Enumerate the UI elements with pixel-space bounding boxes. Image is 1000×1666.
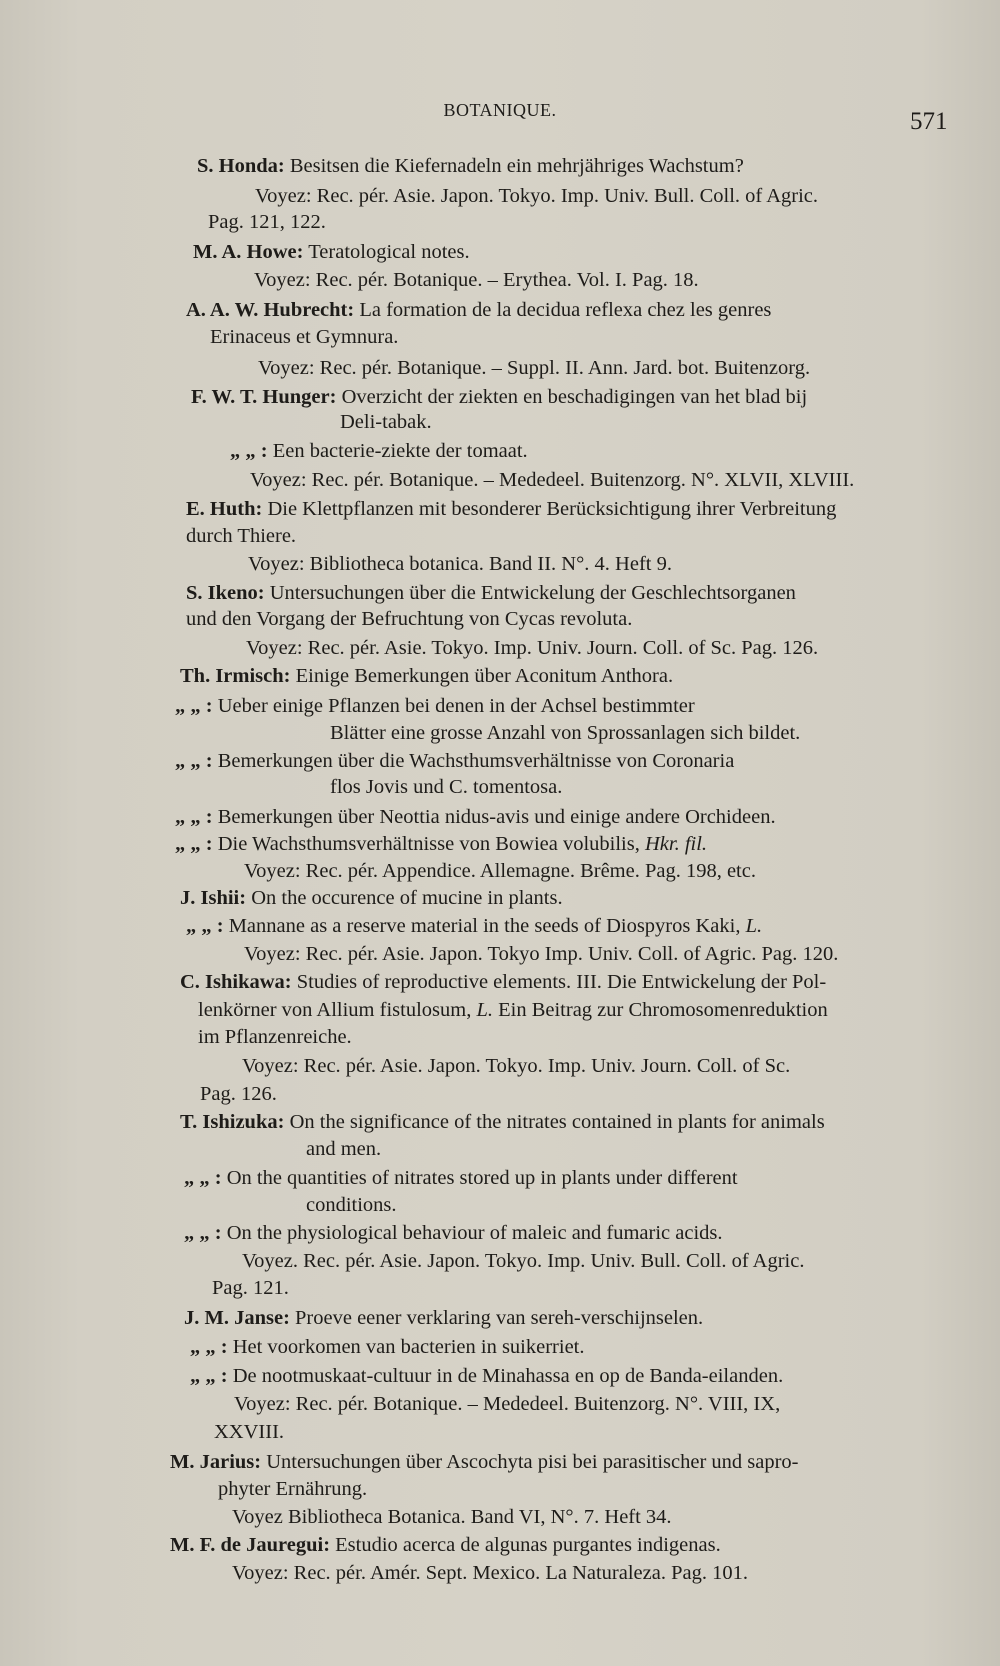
entry-text: Voyez: Rec. pér. Asie. Japon. Tokyo Imp. Univ. Coll. of Agric. Pag. 120.: [244, 943, 839, 965]
entry-line: [184, 1306, 703, 1330]
entry-line: [242, 1054, 790, 1078]
entry-text: Die Wachsthumsverhältnisse von Bowiea volubilis,: [217, 833, 640, 855]
entry-line: [230, 439, 528, 463]
entry-line: [208, 210, 326, 234]
entry-line: [180, 664, 673, 688]
entry-line: [186, 497, 836, 521]
entry-line: [258, 356, 810, 380]
entry-text: im Pflanzenreiche.: [198, 1026, 352, 1048]
entry-text: Einige Bemerkungen über Aconitum Anthora.: [295, 665, 674, 687]
entry-text: Pag. 126.: [200, 1083, 277, 1105]
entry-text: conditions.: [306, 1194, 397, 1216]
entry-text: Teratological notes.: [308, 241, 470, 263]
entry-line: [254, 268, 699, 292]
author-name: J. M. Janse:: [184, 1307, 290, 1329]
entry-line: [170, 1450, 799, 1474]
entry-line: [306, 1137, 381, 1161]
author-name: S. Honda:: [197, 155, 285, 177]
entry-text: Voyez Bibliotheca Botanica. Band VI, N°. 7. Heft 34.: [232, 1506, 672, 1528]
entry-text: Studies of reproductive elements. III. Die Entwickelung der Pol-: [296, 971, 827, 993]
entry-line: [190, 1335, 585, 1359]
page-number: 571: [910, 108, 948, 135]
entry-line: [210, 325, 398, 349]
author-name: C. Ishikawa:: [180, 971, 292, 993]
entry-line: [175, 832, 707, 856]
author-name: M. Jarius:: [170, 1451, 262, 1473]
entry-line: [198, 998, 828, 1022]
ditto-mark: „ „ :: [186, 915, 224, 937]
entry-line: [186, 298, 771, 322]
entry-line: [248, 552, 672, 576]
entry-text: De nootmuskaat-cultuur in de Minahassa en op de Banda-eilanden.: [232, 1365, 784, 1387]
entry-line: [175, 749, 734, 773]
author-name: F. W. T. Hunger:: [191, 386, 337, 408]
ditto-mark: „ „ :: [175, 750, 213, 772]
entry-text: Voyez: Bibliotheca botanica. Band II. N°. 4. Heft 9.: [248, 553, 672, 575]
entry-text: Voyez: Rec. pér. Asie. Japon. Tokyo. Imp. Univ. Journ. Coll. of Sc.: [242, 1055, 791, 1077]
ditto-mark: „ „ :: [184, 1167, 222, 1189]
entry-text: Voyez: Rec. pér. Botanique. – Mededeel. Buitenzorg. N°. XLVII, XLVIII.: [250, 469, 855, 491]
author-name: E. Huth:: [186, 498, 263, 520]
entry-line: [184, 1221, 723, 1245]
authority-abbrev: Hkr. fil.: [644, 833, 708, 855]
entry-text: and men.: [306, 1138, 382, 1160]
ditto-mark: „ „ :: [175, 806, 213, 828]
entry-line: [175, 694, 695, 718]
entry-line: [255, 184, 818, 208]
entry-text: Erinaceus et Gymnura.: [210, 326, 399, 348]
entry-text: phyter Ernährung.: [218, 1478, 368, 1500]
entry-text: On the physiological behaviour of maleic and fumaric acids.: [226, 1222, 723, 1244]
entry-line: [232, 1561, 748, 1585]
author-name: T. Ishizuka:: [180, 1111, 285, 1133]
entry-text: Voyez: Rec. pér. Appendice. Allemagne. Brême. Pag. 198, etc.: [244, 860, 756, 882]
entry-text: Proeve eener verklaring van sereh-verschijnselen.: [295, 1307, 704, 1329]
entry-line: [340, 410, 432, 434]
entry-line: [218, 1477, 367, 1501]
entry-line: [200, 1082, 277, 1106]
entry-text: Voyez: Rec. pér. Botanique. – Mededeel. Buitenzorg. N°. VIII, IX,: [234, 1393, 781, 1415]
entry-text: On the quantities of nitrates stored up in plants under different: [226, 1167, 738, 1189]
author-name: A. A. W. Hubrecht:: [186, 299, 355, 321]
entry-line: [246, 636, 818, 660]
entry-line: [180, 970, 826, 994]
entry-text: Besitsen die Kiefernadeln ein mehrjähriges Wachstum?: [289, 155, 744, 177]
entry-line: [180, 886, 563, 910]
entry-text: Blätter eine grosse Anzahl von Sprossanlagen sich bildet.: [330, 722, 801, 744]
ditto-mark: „ „ :: [184, 1222, 222, 1244]
entry-text: Voyez: Rec. pér. Asie. Japon. Tokyo. Imp. Univ. Bull. Coll. of Agric.: [255, 185, 819, 207]
entry-text: Pag. 121, 122.: [208, 211, 326, 233]
entry-line: [193, 240, 470, 264]
entry-text: Voyez. Rec. pér. Asie. Japon. Tokyo. Imp. Univ. Bull. Coll. of Agric.: [242, 1250, 805, 1272]
entry-text: La formation de la decidua reflexa chez les genres: [359, 299, 772, 321]
entry-text: Untersuchungen über die Entwickelung der Geschlechtsorganen: [269, 582, 796, 604]
entry-line: [250, 468, 854, 492]
entry-text: Voyez: Rec. pér. Botanique. – Erythea. Vol. I. Pag. 18.: [254, 269, 699, 291]
entry-text: On the occurence of mucine in plants.: [251, 887, 563, 909]
entry-text: Voyez: Rec. pér. Botanique. – Suppl. II. Ann. Jard. bot. Buitenzorg.: [258, 357, 811, 379]
entry-line: [232, 1505, 672, 1529]
entry-text: Pag. 121.: [212, 1277, 289, 1299]
ditto-mark: „ „ :: [190, 1336, 228, 1358]
author-name: J. Ishii:: [180, 887, 247, 909]
author-name: S. Ikeno:: [186, 582, 265, 604]
entry-line: [186, 607, 632, 631]
entry-line: [186, 914, 762, 938]
entry-text: und den Vorgang der Befruchtung von Cycas revoluta.: [186, 608, 633, 630]
entry-text: Estudio acerca de algunas purgantes indigenas.: [335, 1534, 721, 1556]
entry-text: Ein Beitrag zur Chromosomenreduktion: [498, 999, 828, 1021]
entry-text: Bemerkungen über Neottia nidus-avis und einige andere Orchideen.: [217, 806, 776, 828]
entry-line: [180, 1110, 825, 1134]
entry-text: Untersuchungen über Ascochyta pisi bei parasitischer und sapro-: [266, 1451, 799, 1473]
entry-line: [330, 721, 800, 745]
author-name: Th. Irmisch:: [180, 665, 291, 687]
authority-abbrev: L.: [745, 915, 763, 937]
entry-line: [191, 385, 807, 409]
entry-text: Die Klettpflanzen mit besonderer Berücksichtigung ihrer Verbreitung: [267, 498, 837, 520]
entry-line: [244, 942, 838, 966]
entry-line: [184, 1166, 738, 1190]
entry-text: Mannane as a reserve material in the seeds of Diospyros Kaki,: [228, 915, 741, 937]
ditto-mark: „ „ :: [175, 833, 213, 855]
entry-line: [330, 775, 562, 799]
running-title: BOTANIQUE.: [443, 100, 557, 120]
entry-line: [212, 1276, 289, 1300]
entry-line: [197, 154, 744, 178]
entry-line: [186, 524, 296, 548]
entry-text: Voyez: Rec. pér. Asie. Tokyo. Imp. Univ. Journ. Coll. of Sc. Pag. 126.: [246, 637, 819, 659]
entry-text: Ueber einige Pflanzen bei denen in der Achsel bestimmter: [217, 695, 695, 717]
entry-line: [186, 581, 796, 605]
entry-text: Bemerkungen über die Wachsthumsverhältnisse von Coronaria: [217, 750, 735, 772]
entry-text: Overzicht der ziekten en beschadigingen van het blad bij: [341, 386, 808, 408]
ditto-mark: „ „ :: [190, 1365, 228, 1387]
entry-line: [242, 1249, 804, 1273]
ditto-mark: „ „ :: [230, 440, 268, 462]
entry-text: durch Thiere.: [186, 525, 297, 547]
entry-line: [306, 1193, 397, 1217]
entry-text: flos Jovis und C. tomentosa.: [330, 776, 563, 798]
author-name: M. F. de Jauregui:: [170, 1534, 331, 1556]
author-name: M. A. Howe:: [193, 241, 304, 263]
entry-line: [234, 1392, 780, 1416]
entry-line: [190, 1364, 783, 1388]
entry-text: XXVIII.: [214, 1421, 285, 1443]
entry-text: Deli-tabak.: [340, 411, 432, 433]
entry-line: [170, 1533, 721, 1557]
entry-text: Voyez: Rec. pér. Amér. Sept. Mexico. La Naturaleza. Pag. 101.: [232, 1562, 748, 1584]
entry-text: On the significance of the nitrates contained in plants for animals: [289, 1111, 825, 1133]
entry-text: Het voorkomen van bacterien in suikerriet.: [232, 1336, 585, 1358]
entry-line: [175, 805, 776, 829]
ditto-mark: „ „ :: [175, 695, 213, 717]
entry-line: [244, 859, 756, 883]
authority-abbrev: L.: [476, 999, 493, 1021]
entry-text: lenkörner von Allium fistulosum,: [198, 999, 472, 1021]
entry-line: [198, 1025, 352, 1049]
entry-text: Een bacterie-ziekte der tomaat.: [272, 440, 528, 462]
entry-line: [214, 1420, 284, 1444]
